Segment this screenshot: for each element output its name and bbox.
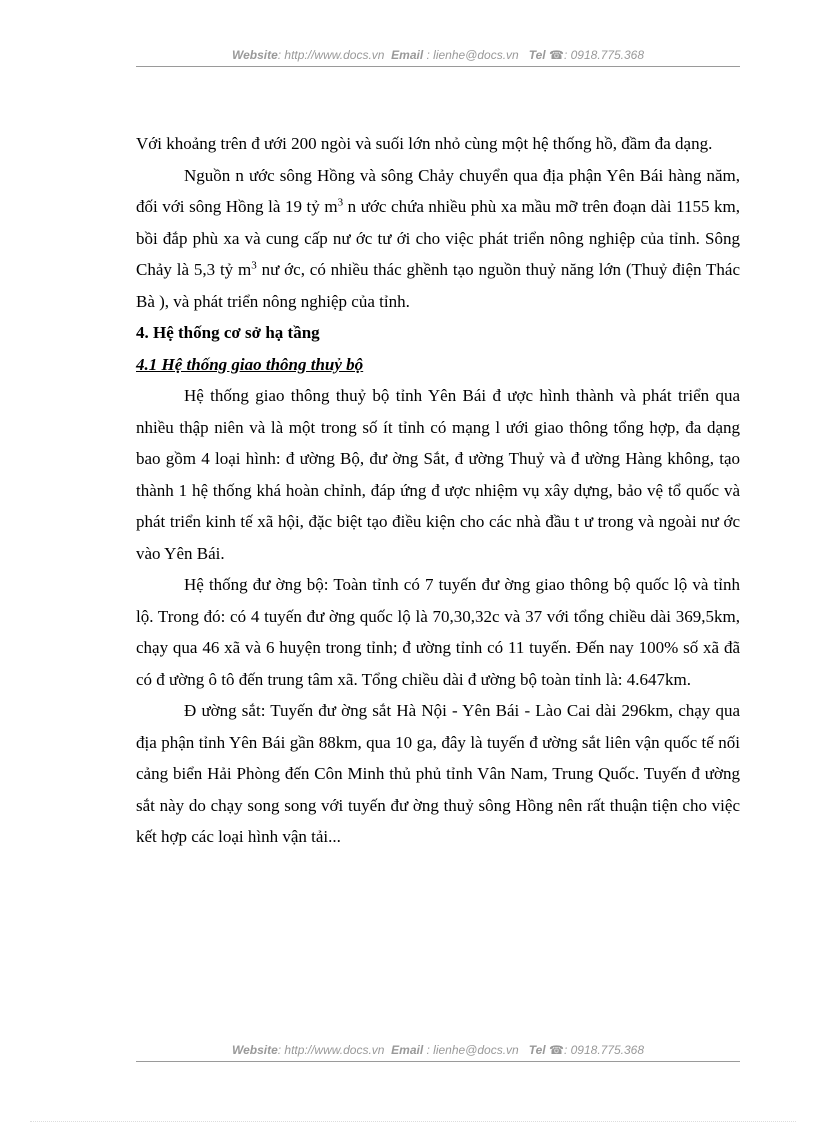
paragraph-road-system: Hệ thống đư ờng bộ: Toàn tỉnh có 7 tuyến đư ờng giao thông bộ quốc lộ và tỉnh lộ. Trong đó: có 4 tuyến đư ờng quốc lộ là 70,30,32c và 37 với tổng chiều dài 369,5km, chạy qua 46 xã và 6 huyện trong tỉnh; đ ường tỉnh có 11 tuyến. Đến nay 100% số xã đã có đ ường ô tô đến trung tâm xã. Tổng chiều dài đ ường bộ toàn tỉnh là: 4.647km. <box>136 575 740 689</box>
header-email-value[interactable]: : lienhe@docs.vn <box>423 48 519 62</box>
section-heading: 4. Hệ thống cơ sở hạ tầng <box>136 323 320 342</box>
header-website-label: Website <box>231 48 278 62</box>
paragraph-lakes: Với khoảng trên đ ưới 200 ngòi và suối lớn nhỏ cùng một hệ thống hồ, đầm đa dạng. <box>136 134 713 153</box>
footer-website-label: Website <box>231 1043 278 1057</box>
page-footer <box>136 1043 740 1063</box>
paragraph-rivers-part-3: nư ớc, có nhiều thác ghềnh tạo nguồn thuỷ năng lớn (Thuỷ điện Thác Bà ), và phát triển nông nghiệp của tỉnh. <box>136 260 741 311</box>
document-body <box>136 128 740 853</box>
header-email-label: Email <box>391 48 424 62</box>
paragraph-rivers-part-1: Nguồn n ước sông Hồng và sông Chảy chuyển qua địa phận Yên Bái hàng năm, đối với sông Hồng là 19 tỷ m <box>136 165 740 216</box>
paragraph-transport-system: Hệ thống giao thông thuỷ bộ tỉnh Yên Bái đ ược hình thành và phát triển qua nhiều thập niên và là một trong số ít tỉnh có mạng l ưới giao thông tổng hợp, đa dạng bao gồm 4 loại hình: đ ường Bộ, đư ờng Sắt, đ ường Thuỷ và đ ường Hàng không, tạo thành 1 hệ thống khá hoàn chỉnh, đáp ứng đ ược nhiệm vụ xây dựng, bảo vệ tổ quốc và phát triển kinh tế xã hội, đặc biệt tạo điều kiện cho các nhà đầu t ư trong và ngoài nư ớc vào Yên Bái. <box>136 386 740 563</box>
superscript-cubic-1: 3 <box>337 196 344 209</box>
paragraph-rivers <box>136 160 740 318</box>
header-website-value[interactable]: : http://www.docs.vn <box>277 48 385 62</box>
footer-email-value[interactable]: : lienhe@docs.vn <box>423 1043 519 1057</box>
footer-website-value[interactable]: : http://www.docs.vn <box>277 1043 385 1057</box>
header-rule <box>136 66 740 67</box>
page-edge-divider <box>30 1121 796 1122</box>
subsection-heading: 4.1 Hệ thống giao thông thuỷ bộ <box>136 354 364 374</box>
superscript-cubic-2: 3 <box>251 259 257 272</box>
footer-email-label: Email <box>391 1043 424 1057</box>
phone-icon: ☎ <box>549 1043 564 1057</box>
footer-tel-label: Tel <box>528 1043 546 1057</box>
paragraph-rivers-part-2: n ước chứa nhiều phù xa mầu mỡ trên đoạn dài 1155 km, bồi đắp phù xa và cung cấp nư ớc tư ới cho việc phát triển nông nghiệp của tỉnh. Sông Chảy là 5,3 tỷ m <box>136 197 740 279</box>
paragraph-railway: Đ ường sắt: Tuyến đư ờng sắt Hà Nội - Yên Bái - Lào Cai dài 296km, chạy qua địa phận tỉnh Yên Bái gần 88km, qua 10 ga, đây là tuyến đ ường sắt liên vận quốc tế nối cảng biển Hải Phòng đến Côn Minh thủ phủ tỉnh Vân Nam, Trung Quốc. Tuyến đ ường sắt này do chạy song song với tuyến đư ờng thuỷ sông Hồng nên rất thuận tiện cho việc kết hợp các loại hình vận tải... <box>136 701 740 846</box>
footer-rule <box>136 1061 740 1062</box>
footer-tel-value: : 0918.775.368 <box>563 1043 645 1057</box>
page-header <box>136 48 740 68</box>
header-tel-value: : 0918.775.368 <box>563 48 645 62</box>
phone-icon: ☎ <box>549 48 564 62</box>
header-tel-label: Tel <box>528 48 546 62</box>
